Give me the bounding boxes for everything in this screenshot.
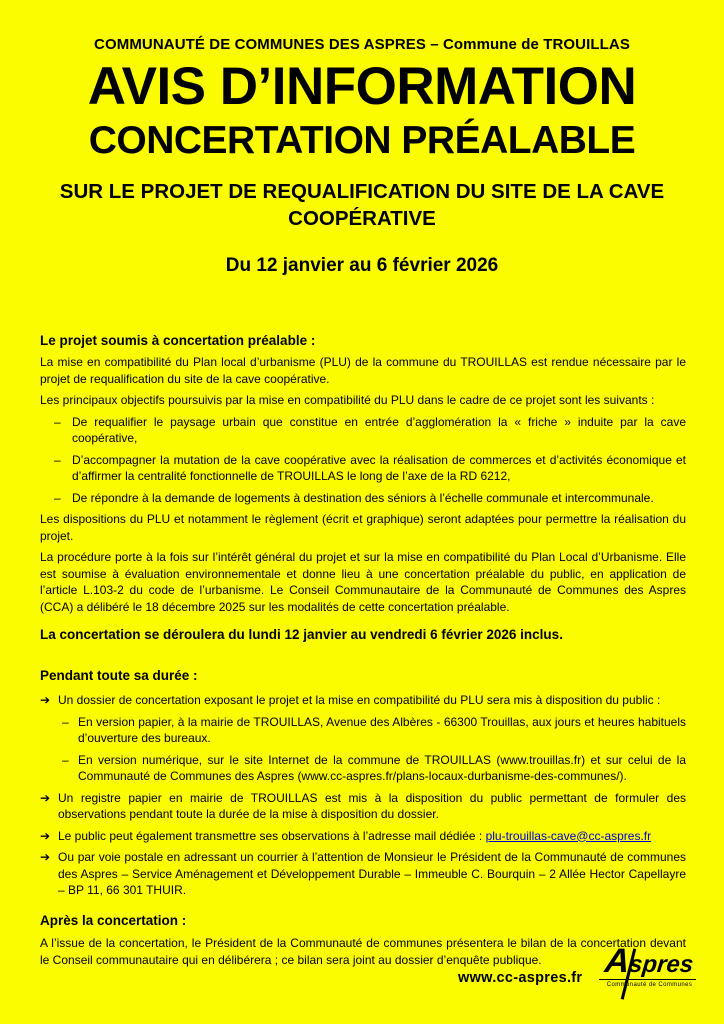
notice-body — [0, 333, 724, 969]
notice-date-range: Du 12 janvier au 6 février 2026 — [225, 254, 499, 276]
arrow-bullet-icon: ➔ — [40, 850, 51, 865]
notice-title: AVIS D’INFORMATION — [87, 57, 637, 116]
notice-subtitle: CONCERTATION PRÉALABLE — [88, 119, 636, 163]
section-heading-duration: Pendant toute sa durée : — [40, 667, 198, 683]
arrow-bullet-icon: ➔ — [40, 790, 51, 805]
paragraph-after-concertation: A l’issue de la concertation, le Président de la Communauté de communes présentera le bilan de la concertation devant le Conseil communautaire qui en délibérera ; ce bilan sera joint au dossier d’enquête publique. — [40, 936, 686, 967]
sub-item-text: En version numérique, sur le site Internet de la commune de TROUILLAS (www.trouillas.fr) et sur celui de la Communauté de Communes des Aspres (www.cc-aspres.fr/plans-locaux-durbanisme-des-communes/). — [78, 752, 686, 784]
dash-bullet: – — [54, 452, 61, 467]
paragraph-plu-provisions: Les dispositions du PLU et notamment le règlement (écrit et graphique) seront adaptées pour permettre la réalisation du projet. — [40, 512, 686, 543]
objective-item-3 — [40, 490, 686, 507]
measure-text: Un registre papier en mairie de TROUILLAS est mis à la disposition du public permettant de formuler des observations pendant toute la durée de la mise à disposition du dossier. — [58, 790, 686, 822]
objective-text: De répondre à la demande de logements à destination des séniors à l’échelle communale et intercommunale. — [72, 490, 654, 505]
measure-text: Un dossier de concertation exposant le projet et la mise en compatibilité du PLU sera mis à disposition du public : — [58, 693, 661, 708]
objective-item-2 — [40, 452, 686, 485]
section-heading-after: Après la concertation : — [40, 912, 187, 928]
arrow-bullet-icon: ➔ — [40, 693, 51, 708]
dash-bullet: – — [62, 752, 69, 767]
notice-subject: SUR LE PROJET DE REQUALIFICATION DU SITE DE LA CAVE COOPÉRATIVE — [59, 180, 665, 230]
measure-item-email — [40, 828, 686, 845]
objective-item-1 — [40, 414, 686, 447]
section-heading-project: Le projet soumis à concertation préalable : — [40, 332, 316, 348]
logo-wordmark: Aspres — [599, 942, 700, 980]
dossier-digital-version — [40, 752, 686, 785]
objective-text: D’accompagner la mutation de la cave coopérative avec la réalisation de commerces et d’activités économique et d’affirmer la centralité fonctionnelle de TROUILLAS le long de l’axe de la RD 6212, — [72, 452, 686, 484]
dossier-paper-version — [40, 714, 686, 747]
notice-footer — [0, 942, 724, 1012]
measure-text — [58, 828, 686, 845]
measure-item-register — [40, 790, 686, 823]
measure-text: Ou par voie postale en adressant un courrier à l’attention de Monsieur le Président de la Communauté de communes des Aspres – Service Aménagement et Développement Durable – Immeuble C. Bourquin – 2 Allée Hector Capellayre – BP 11, 66 301 THUIR. — [58, 850, 686, 898]
paragraph-plu-compatibility: La mise en compatibilité du Plan local d’urbanisme (PLU) de la commune du TROUILLAS est rendue nécessaire par le projet de requalification du site de la cave coopérative. — [40, 355, 686, 386]
arrow-bullet-icon: ➔ — [40, 828, 51, 843]
dedicated-email-link[interactable]: plu-trouillas-cave@cc-aspres.fr — [485, 828, 652, 843]
sub-item-text: En version papier, à la mairie de TROUILLAS, Avenue des Albères - 66300 Trouillas, aux jours et heures habituels d’ouverture des bureaux. — [78, 714, 686, 746]
website-url: www.cc-aspres.fr — [458, 970, 583, 986]
notice-header — [0, 0, 724, 277]
objective-text: De requalifier le paysage urbain que constitue en entrée d’agglomération la « friche » induite par la cave coopérative, — [72, 414, 686, 446]
email-intro-text: Le public peut également transmettre ses observations à l’adresse mail dédiée : — [58, 828, 486, 843]
paragraph-objectives-intro: Les principaux objectifs poursuivis par la mise en compatibilité du PLU dans le cadre de ce projet sont les suivants : — [40, 393, 655, 408]
measure-item-dossier — [40, 692, 686, 709]
paragraph-procedure: La procédure porte à la fois sur l’intérêt général du projet et sur la mise en compatibilité du Plan Local d’Urbanisme. Elle est soumise à évaluation environnementale et donne lieu à une concertation préalable du public, en application de l’article L.103-2 du code de l’urbanisme. Le Conseil Communautaire de la Communauté de Communes des Aspres (CCA) a délibéré le 18 décembre 2025 sur les modalités de cette concertation préalable. — [40, 550, 686, 614]
section-heading-schedule: La concertation se déroulera du lundi 12 janvier au vendredi 6 février 2026 inclus. — [40, 627, 563, 643]
organization-line: COMMUNAUTÉ DE COMMUNES DES ASPRES – Commune de TROUILLAS — [94, 36, 630, 53]
logo-subtext: Communauté de Communes — [606, 982, 693, 988]
dash-bullet: – — [54, 490, 61, 505]
dash-bullet: – — [62, 714, 69, 729]
aspres-logo — [597, 942, 702, 988]
measure-item-postal — [40, 849, 686, 899]
dash-bullet: – — [54, 414, 61, 429]
